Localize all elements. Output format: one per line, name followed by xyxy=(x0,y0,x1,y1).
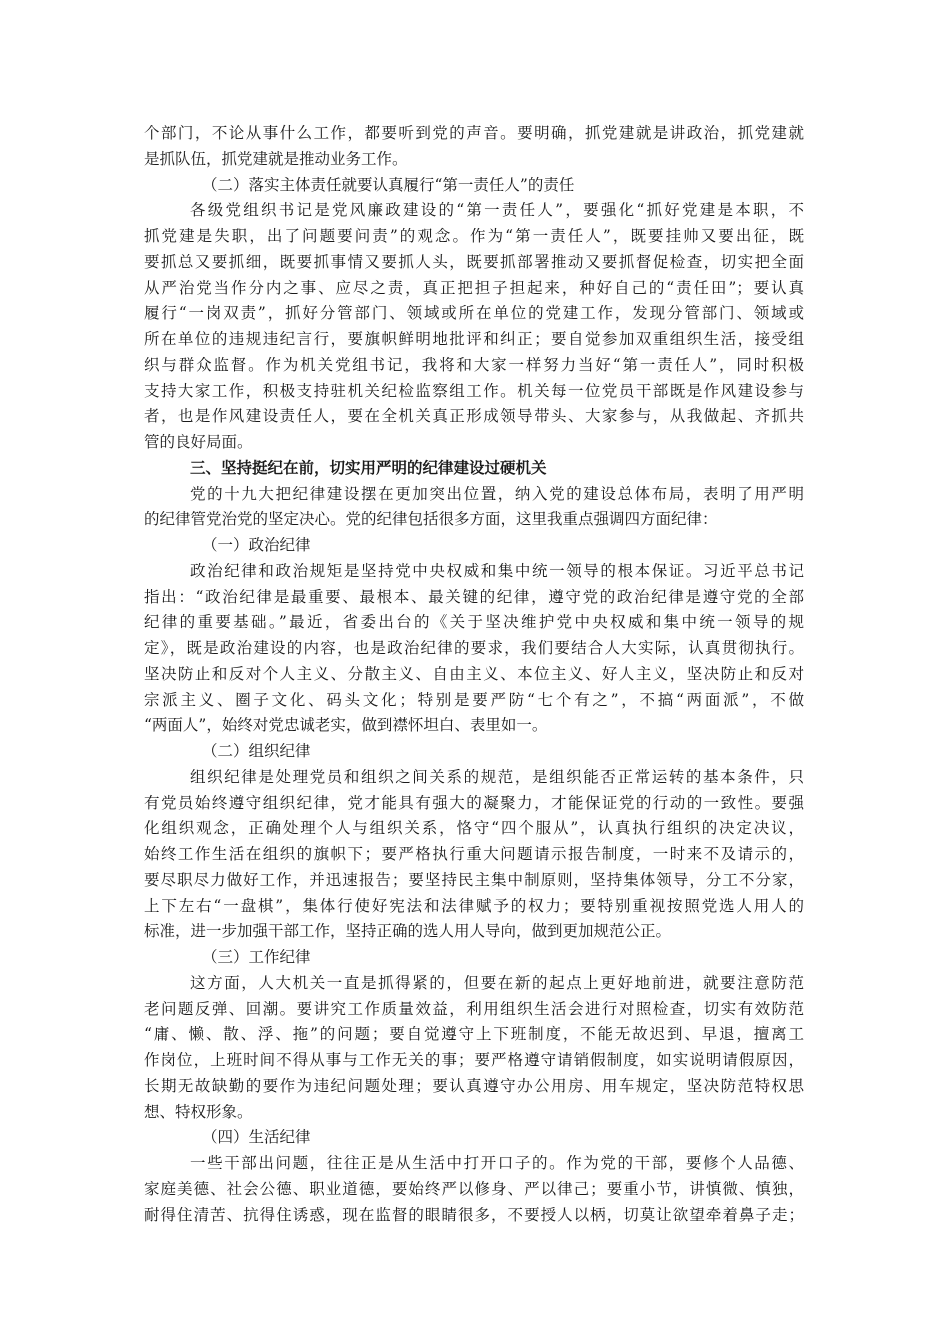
text-line: 上下左右“一盘棋”，集体行使好宪法和法律赋予的权力；要特别重视按照党选人用人的 xyxy=(144,896,804,915)
text-line: 纪律的重要基础。”最近，省委出台的《关于坚决维护党中央权威和集中统一领导的规 xyxy=(144,613,804,632)
subsection-heading: （三）工作纪律 xyxy=(202,948,311,966)
text-line: 一些干部出问题，往往正是从生活中打开口子的。作为党的干部，要修个人品德、 xyxy=(190,1154,804,1172)
text-line: 组织纪律是处理党员和组织之间关系的规范，是组织能否正常运转的基本条件，只 xyxy=(190,767,804,786)
text-line: 始终工作生活在组织的旗帜下；要严格执行重大问题请示报告制度，一时来不及请示的， xyxy=(144,845,804,863)
text-line: 化组织观念，正确处理个人与组织关系，恪守“四个服从”，认真执行组织的决定决议， xyxy=(144,819,804,838)
text-line: 宗派主义、圈子文化、码头文化；特别是要严防“七个有之”，不搞“两面派”，不做 xyxy=(144,690,804,709)
text-line: 管的良好局面。 xyxy=(144,433,253,451)
text-line: 家庭美德、社会公德、职业道德，要始终严以修身、严以律己；要重小节，讲慎微、慎独， xyxy=(144,1179,804,1198)
text-line: 个部门，不论从事什么工作，都要听到党的声音。要明确，抓党建就是讲政治，抓党建就 xyxy=(144,124,804,142)
text-line: 是抓队伍，抓党建就是推动业务工作。 xyxy=(144,149,408,168)
text-line: “两面人”，始终对党忠诚老实，做到襟怀坦白、表里如一。 xyxy=(144,716,548,735)
text-line: 织与群众监督。作为机关党组书记，我将和大家一样努力当好“第一责任人”，同时积极 xyxy=(144,355,804,374)
text-line: 要抓总又要抓细，既要抓事情又要抓人头，既要抓部署推动又要抓督促检查，切实把全面 xyxy=(144,252,804,271)
text-line: 坚决防止和反对个人主义、分散主义、自由主义、本位主义、好人主义，坚决防止和反对 xyxy=(144,664,804,683)
text-line: “庸、懒、散、浮、拖”的问题；要自觉遵守上下班制度，不能无故迟到、早退，擅离工 xyxy=(144,1025,804,1044)
text-line: 支持大家工作，积极支持驻机关纪检监察组工作。机关每一位党员干部既是作风建设参与 xyxy=(144,381,804,400)
subsection-heading: （二）组织纪律 xyxy=(202,742,311,760)
text-line: 长期无故缺勤的要作为违纪问题处理；要认真遵守办公用房、用车规定，坚决防范特权思 xyxy=(144,1076,804,1095)
text-line: 定》，既是政治建设的内容，也是政治纪律的要求，我们要结合人大实际，认真贯彻执行。 xyxy=(144,639,804,657)
text-line: 所在单位的违规违纪言行，要旗帜鲜明地批评和纠正；要自觉参加双重组织生活，接受组 xyxy=(144,330,804,348)
subsection-heading: （一）政治纪律 xyxy=(202,536,311,554)
text-line: 从严治党当作分内之事、应尽之责，真正把担子担起来，种好自己的“责任田”；要认真 xyxy=(144,278,804,297)
text-line: 要尽职尽力做好工作，并迅速报告；要坚持民主集中制原则，坚持集体领导，分工不分家， xyxy=(144,870,804,889)
text-line: 党的十九大把纪律建设摆在更加突出位置，纳入党的建设总体布局，表明了用严明 xyxy=(190,484,804,503)
text-line: 履行“一岗双责”，抓好分管部门、领域或所在单位的党建工作，发现分管部门、领域或 xyxy=(144,304,804,323)
text-line: 想、特权形象。 xyxy=(144,1102,253,1121)
text-line: 标准，进一步加强干部工作，坚持正确的选人用人导向，做到更加规范公正。 xyxy=(144,922,672,941)
text-line: 的纪律管党治党的坚定决心。党的纪律包括很多方面，这里我重点强调四方面纪律： xyxy=(144,510,718,529)
text-line: 者，也是作风建设责任人，要在全机关真正形成领导带头、大家参与，从我做起、齐抓共 xyxy=(144,407,804,426)
section-heading: 三、坚持挺纪在前，切实用严明的纪律建设过硬机关 xyxy=(190,457,547,477)
text-line: 各级党组织书记是党风廉政建设的“第一责任人”，要强化“抓好党建是本职，不 xyxy=(190,201,804,220)
text-line: 耐得住清苦、抗得住诱惑，现在监督的眼睛很多，不要授人以柄，切莫让欲望牵着鼻子走； xyxy=(144,1205,804,1224)
text-line: 政治纪律和政治规矩是坚持党中央权威和集中统一领导的根本保证。习近平总书记 xyxy=(190,561,804,580)
text-line: 指出：“政治纪律是最重要、最根本、最关键的纪律，遵守党的政治纪律是遵守党的全部 xyxy=(144,587,804,606)
text-line: 有党员始终遵守组织纪律，党才能具有强大的凝聚力，才能保证党的行动的一致性。要强 xyxy=(144,793,804,812)
subsection-heading: （四）生活纪律 xyxy=(202,1128,311,1147)
text-line: 老问题反弹、回潮。要讲究工作质量效益，利用组织生活会进行对照检查，切实有效防范 xyxy=(144,999,804,1018)
subsection-heading: （二）落实主体责任就要认真履行“第一责任人”的责任 xyxy=(202,175,575,194)
text-line: 作岗位，上班时间不得从事与工作无关的事；要严格遵守请销假制度，如实说明请假原因， xyxy=(144,1051,804,1069)
text-line: 抓党建是失职，出了问题要问责”的观念。作为“第一责任人”，既要挂帅又要出征，既 xyxy=(144,227,804,245)
text-line: 这方面，人大机关一直是抓得紧的，但要在新的起点上更好地前进，就要注意防范 xyxy=(190,973,804,992)
